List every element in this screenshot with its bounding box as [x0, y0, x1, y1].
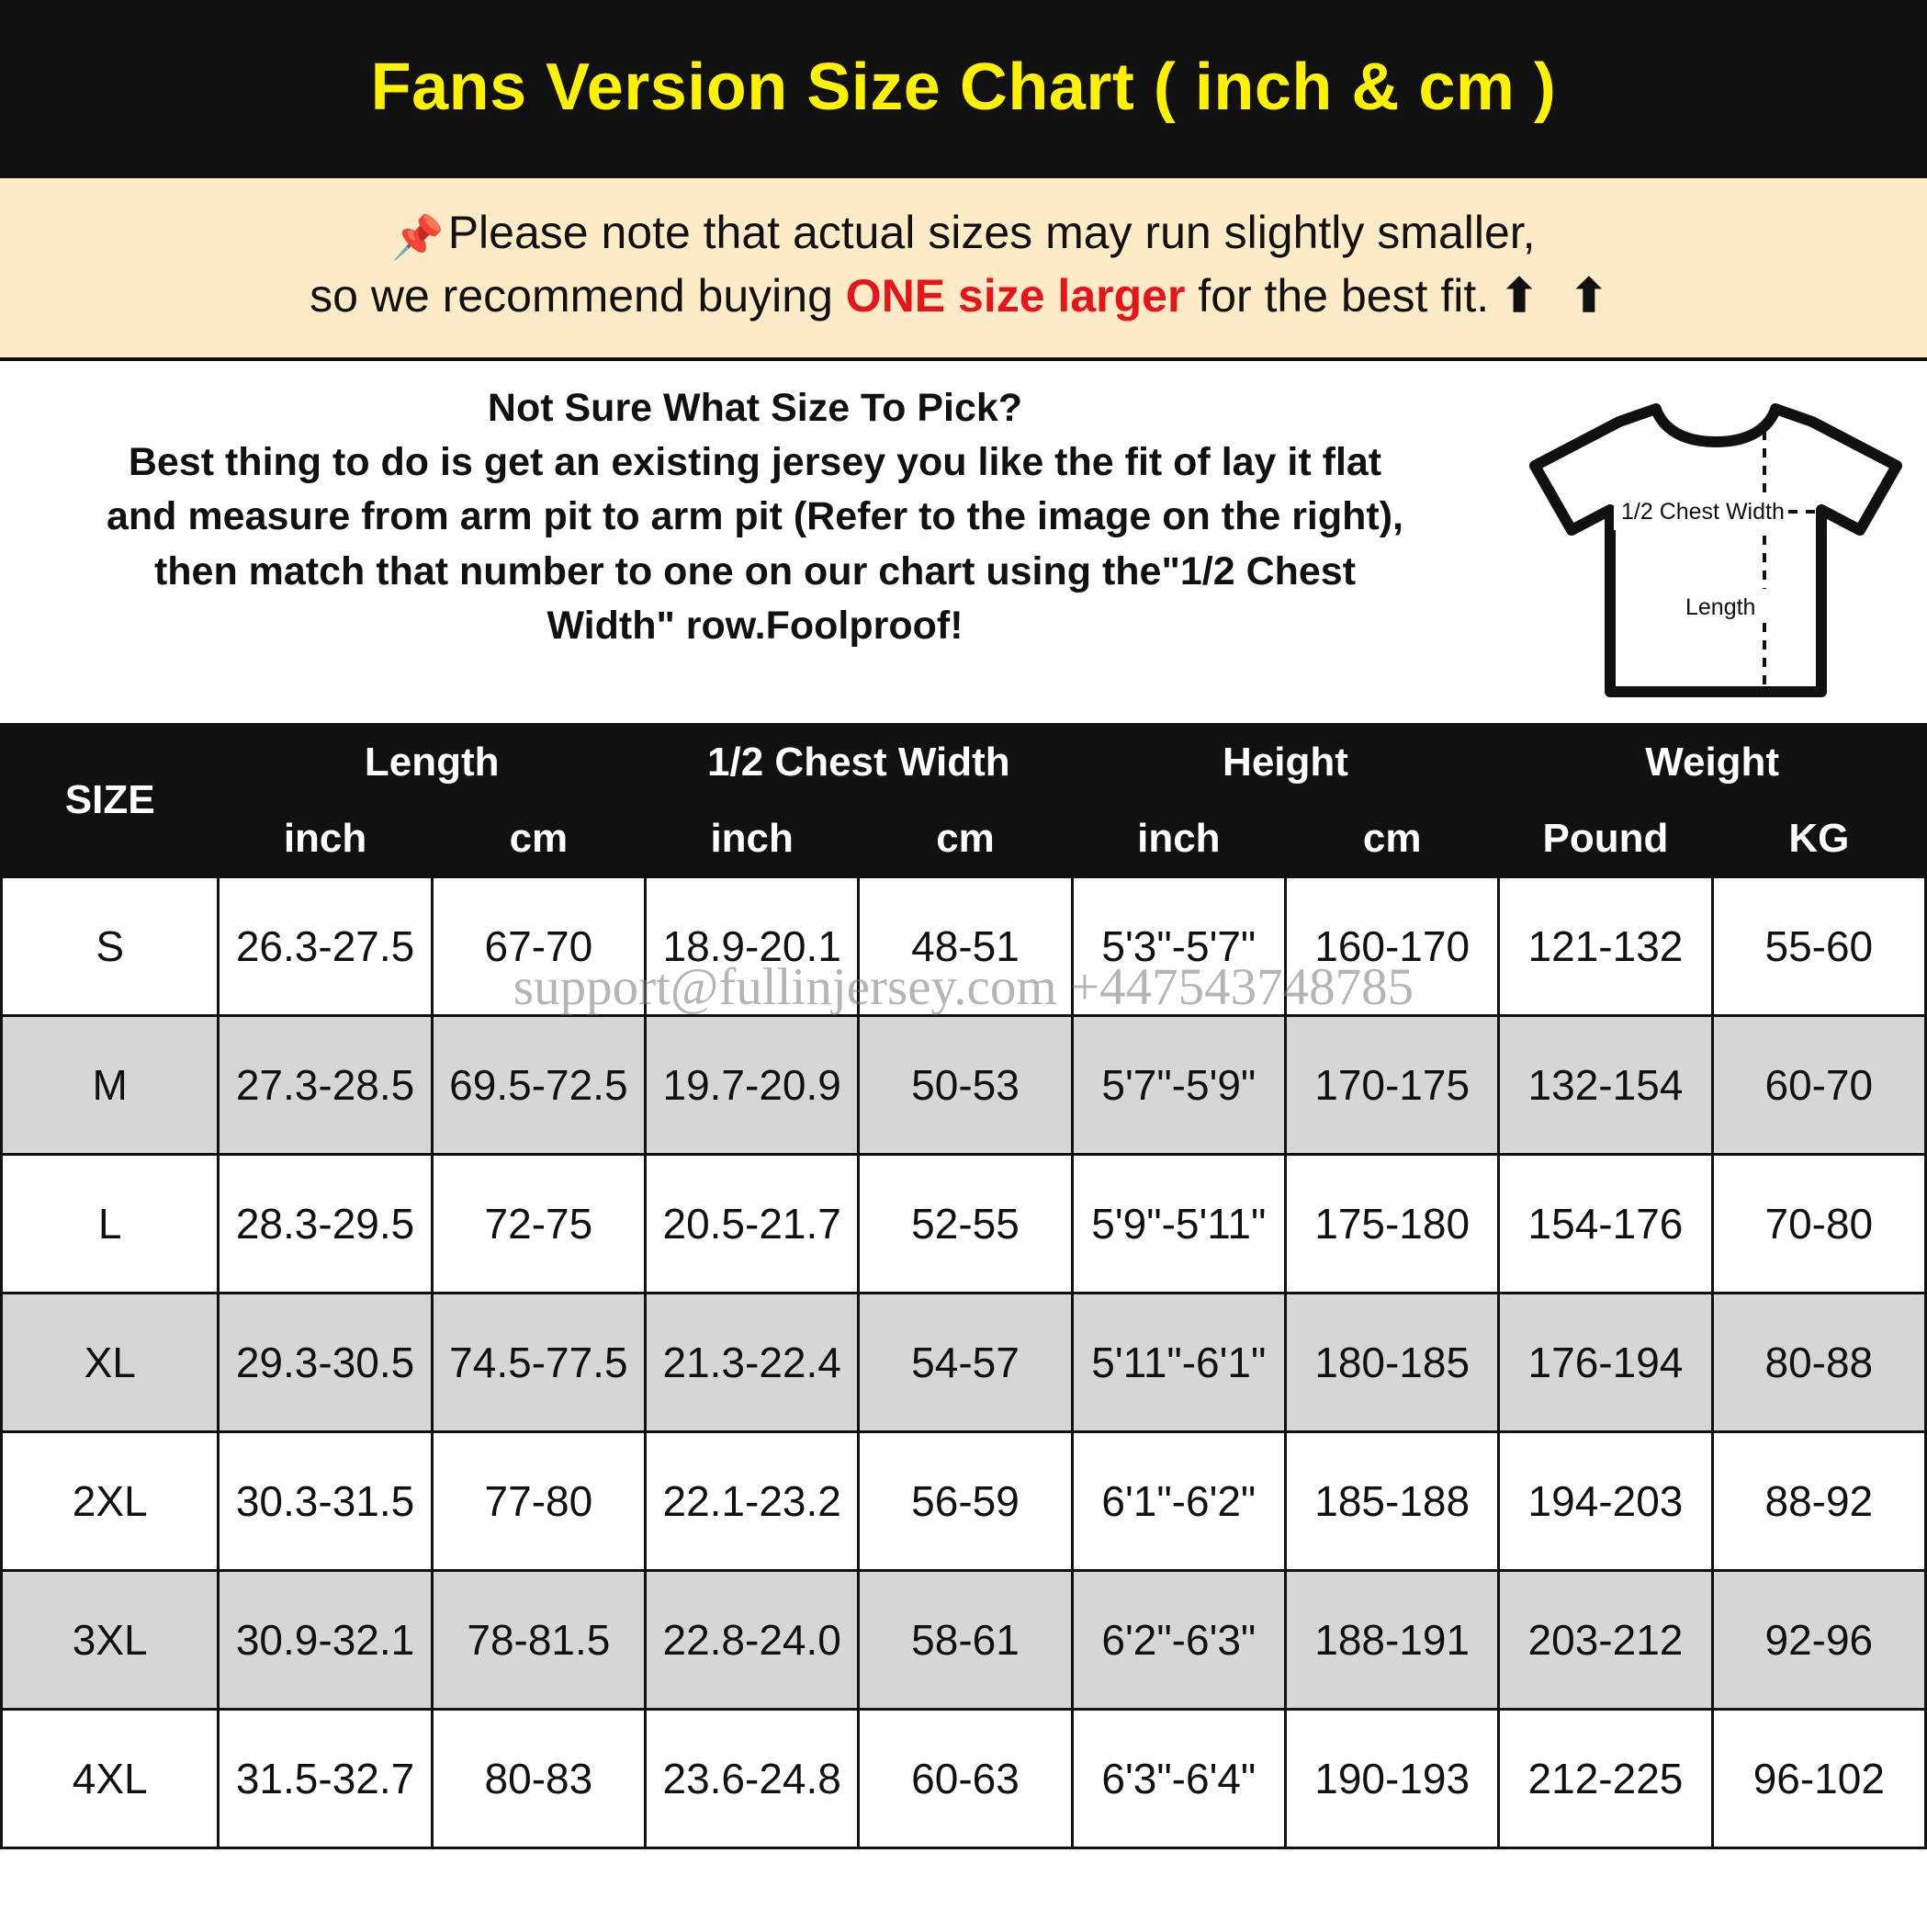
cell-value: 52-55 — [859, 1154, 1072, 1293]
cell-value: 190-193 — [1285, 1709, 1498, 1847]
cell-value: 58-61 — [859, 1570, 1072, 1709]
cell-value: 88-92 — [1712, 1431, 1925, 1570]
cell-value: 5'11"-6'1" — [1072, 1293, 1285, 1431]
cell-value: 170-175 — [1285, 1015, 1498, 1154]
pushpin-icon: 📌 — [391, 213, 445, 261]
note-line-2 — [37, 266, 1890, 328]
table-row — [2, 1015, 1926, 1154]
cell-value: 6'3"-6'4" — [1072, 1709, 1285, 1847]
watermark-contact: support@fullinjersey.com +447543748785 — [513, 958, 1414, 1016]
cell-value: 132-154 — [1499, 1015, 1712, 1154]
cell-value: 54-57 — [859, 1293, 1072, 1431]
header-unit-weight-kg: KG — [1712, 800, 1925, 876]
cell-value: 21.3-22.4 — [646, 1293, 859, 1431]
table-head — [2, 724, 1926, 876]
header-group-height: Height — [1072, 724, 1499, 800]
length-label: Length — [1685, 593, 1756, 620]
cell-value: 212-225 — [1499, 1709, 1712, 1847]
cell-value: 92-96 — [1712, 1570, 1925, 1709]
tshirt-diagram — [1504, 381, 1927, 706]
table-row — [2, 1570, 1926, 1709]
cell-value: 72-75 — [432, 1154, 645, 1293]
cell-value: 69.5-72.5 — [432, 1015, 645, 1154]
cell-value: 28.3-29.5 — [219, 1154, 432, 1293]
note-text-2b: for the best fit. — [1185, 270, 1490, 322]
header-unit-weight-pound: Pound — [1499, 800, 1712, 876]
cell-value: 6'1"-6'2" — [1072, 1431, 1285, 1570]
cell-value: 5'7"-5'9" — [1072, 1015, 1285, 1154]
header-unit-height-cm: cm — [1285, 800, 1498, 876]
cell-value: 5'9"-5'11" — [1072, 1154, 1285, 1293]
cell-value: 154-176 — [1499, 1154, 1712, 1293]
header-unit-chest-cm: cm — [859, 800, 1072, 876]
help-heading: Not Sure What Size To Pick? — [487, 385, 1023, 430]
cell-value: 56-59 — [859, 1431, 1072, 1570]
measuring-help-section — [0, 361, 1927, 723]
table-group-header-row — [2, 724, 1926, 800]
cell-value: 30.3-31.5 — [219, 1431, 432, 1570]
table-unit-header-row — [2, 800, 1926, 876]
cell-value: 31.5-32.7 — [219, 1709, 432, 1847]
cell-value: 80-88 — [1712, 1293, 1925, 1431]
table-row — [2, 1293, 1926, 1431]
title-bar — [0, 0, 1927, 175]
cell-value: 176-194 — [1499, 1293, 1712, 1431]
cell-value: 48-51 — [859, 876, 1072, 1015]
cell-value: 80-83 — [432, 1709, 645, 1847]
cell-value: 96-102 — [1712, 1709, 1925, 1847]
note-line-1 — [37, 202, 1890, 266]
cell-value: 175-180 — [1285, 1154, 1498, 1293]
header-group-length: Length — [219, 724, 646, 800]
cell-value: 60-63 — [859, 1709, 1072, 1847]
cell-value: 22.1-23.2 — [646, 1431, 859, 1570]
cell-value: 78-81.5 — [432, 1570, 645, 1709]
table-body — [2, 876, 1926, 1847]
header-unit-chest-inch: inch — [646, 800, 859, 876]
note-highlight: ONE size larger — [845, 270, 1186, 322]
cell-value: 77-80 — [432, 1431, 645, 1570]
header-unit-length-inch: inch — [219, 800, 432, 876]
cell-value: 18.9-20.1 — [646, 876, 859, 1015]
cell-size: S — [2, 876, 219, 1015]
table-row — [2, 1154, 1926, 1293]
table-row — [2, 1709, 1926, 1847]
cell-value: 50-53 — [859, 1015, 1072, 1154]
cell-value: 185-188 — [1285, 1431, 1498, 1570]
header-group-weight: Weight — [1499, 724, 1926, 800]
help-text-block — [0, 381, 1504, 654]
cell-value: 22.8-24.0 — [646, 1570, 859, 1709]
cell-size: M — [2, 1015, 219, 1154]
cell-value: 27.3-28.5 — [219, 1015, 432, 1154]
cell-value: 160-170 — [1285, 876, 1498, 1015]
note-text-2a: so we recommend buying — [310, 270, 846, 322]
help-line-4: Width" row.Foolproof! — [547, 603, 964, 648]
cell-value: 60-70 — [1712, 1015, 1925, 1154]
cell-value: 180-185 — [1285, 1293, 1498, 1431]
cell-value: 121-132 — [1499, 876, 1712, 1015]
header-size: SIZE — [2, 724, 219, 876]
help-line-1: Best thing to do is get an existing jersey you like the fit of lay it flat — [128, 439, 1382, 484]
cell-size: 3XL — [2, 1570, 219, 1709]
help-line-3: then match that number to one on our chart using the"1/2 Chest — [153, 548, 1357, 593]
header-group-chest-width: 1/2 Chest Width — [646, 724, 1073, 800]
page-title: Fans Version Size Chart ( inch & cm ) — [370, 51, 1557, 124]
cell-size: 4XL — [2, 1709, 219, 1847]
size-table — [0, 723, 1927, 1849]
header-unit-length-cm: cm — [432, 800, 645, 876]
table-row — [2, 1431, 1926, 1570]
cell-value: 70-80 — [1712, 1154, 1925, 1293]
note-text-1: Please note that actual sizes may run slightly smaller, — [447, 207, 1536, 258]
cell-size: 2XL — [2, 1431, 219, 1570]
cell-value: 188-191 — [1285, 1570, 1498, 1709]
cell-value: 203-212 — [1499, 1570, 1712, 1709]
cell-value: 20.5-21.7 — [646, 1154, 859, 1293]
cell-value: 194-203 — [1499, 1431, 1712, 1570]
cell-value: 30.9-32.1 — [219, 1570, 432, 1709]
cell-value: 23.6-24.8 — [646, 1709, 859, 1847]
up-arrow-icon: ⬆ ⬆ — [1500, 270, 1617, 322]
table-row — [2, 876, 1926, 1015]
cell-value: 55-60 — [1712, 876, 1925, 1015]
cell-size: L — [2, 1154, 219, 1293]
cell-value: 6'2"-6'3" — [1072, 1570, 1285, 1709]
note-banner — [0, 175, 1927, 361]
chest-width-label: 1/2 Chest Width — [1621, 498, 1785, 525]
cell-value: 74.5-77.5 — [432, 1293, 645, 1431]
cell-value: 67-70 — [432, 876, 645, 1015]
header-unit-height-inch: inch — [1072, 800, 1285, 876]
cell-value: 26.3-27.5 — [219, 876, 432, 1015]
cell-value: 19.7-20.9 — [646, 1015, 859, 1154]
cell-value: 5'3"-5'7" — [1072, 876, 1285, 1015]
cell-size: XL — [2, 1293, 219, 1431]
tshirt-icon — [1518, 394, 1913, 706]
help-line-2: and measure from arm pit to arm pit (Refer to the image on the right), — [106, 494, 1403, 539]
cell-value: 29.3-30.5 — [219, 1293, 432, 1431]
